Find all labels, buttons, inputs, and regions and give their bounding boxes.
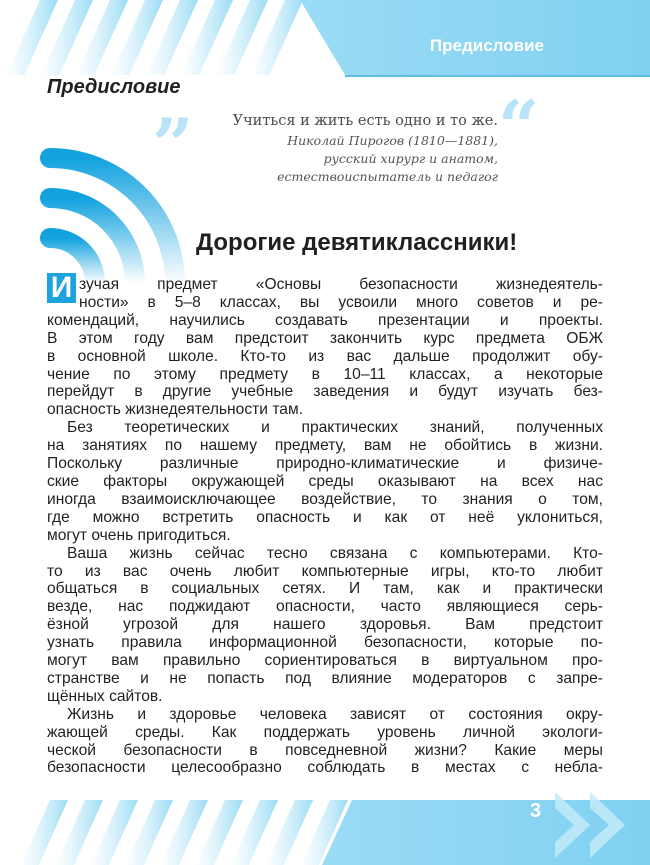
closing-quote-mark: ” xyxy=(152,102,194,187)
header-band xyxy=(6,0,650,76)
text-line: Поскольку различные природно-климатические и физиче- xyxy=(47,455,603,473)
text-line: могут очень пригодиться. xyxy=(47,526,231,544)
text-line: зучая предмет «Основы безопасности жизнедеятель- xyxy=(79,276,603,293)
text-line: узнать правила информационной безопасности, которые по- xyxy=(47,634,603,652)
text-line: то из вас очень любит компьютерные игры, кто-то любит xyxy=(47,562,603,580)
text-line: где можно встретить опасность и как от неё уклониться, xyxy=(47,508,603,526)
text-line: комендаций, научились создавать презентации и проекты. xyxy=(47,311,603,329)
text-line: опасность жизнедеятельности там. xyxy=(47,401,304,419)
text-line: жающей среды. Как поддержать уровень личной экологи- xyxy=(47,723,603,741)
text-line: на занятиях по нашему предмету, вам не обойтись в жизни. xyxy=(47,437,603,455)
text-line: везде, нас поджидают опасности, часто являющиеся серь- xyxy=(47,598,603,616)
text-line: безопасности целесообразно соблюдать в местах с небла- xyxy=(47,759,603,777)
text-line: ности» в 5–8 классах, вы усвоили много советов и ре- xyxy=(79,293,603,311)
epigraph-author-1: Николай Пирогов (1810—1881), xyxy=(287,133,498,148)
text-line: Жизнь и здоровье человека зависят от состояния окру- xyxy=(67,705,603,723)
text-line: странстве и не попасть под влияние модераторов с запре- xyxy=(47,669,603,687)
text-line: чение по этому предмету в 10–11 классах, а некоторые xyxy=(47,365,603,383)
section-title: Предисловие xyxy=(47,76,181,98)
text-line: общаться в социальных сетях. И там, как и практически xyxy=(47,580,603,598)
text-line: в основной школе. Кто-то из вас дальше продолжит обу- xyxy=(47,347,603,365)
page-number: 3 xyxy=(530,800,542,822)
text-line: иногда взаимоисключающее воздействие, то знания о том, xyxy=(47,490,603,508)
epigraph-quote: Учиться и жить есть одно и то же. xyxy=(232,113,498,129)
text-line: В этом году вам предстоит закончить курс предмета ОБЖ xyxy=(47,329,603,347)
body-text xyxy=(47,271,603,777)
footer-band xyxy=(21,792,650,865)
text-line: Ваша жизнь сейчас тесно связана с компьютерами. Кто- xyxy=(67,544,603,562)
text-line: ёзной угрозой для нашего здоровья. Вам предстоит xyxy=(47,616,603,634)
text-line: могут вам правильно сориентироваться в виртуальном про- xyxy=(47,652,603,670)
running-header-title: Предисловие xyxy=(429,36,544,55)
text-line: Без теоретических и практических знаний, полученных xyxy=(67,419,603,437)
page-heading: Дорогие девятиклассники! xyxy=(196,229,518,256)
opening-quote-mark: “ xyxy=(498,84,540,169)
text-line: перейдут в другие учебные заведения и будут изучать без- xyxy=(47,383,603,401)
text-line: ческой безопасности в повседневной жизни? Какие меры xyxy=(47,741,603,759)
epigraph-author-2: русский хирург и анатом, xyxy=(323,151,498,166)
epigraph-author-3: естествоиспытатель и педагог xyxy=(277,169,498,184)
drop-cap: И xyxy=(47,273,76,303)
text-line: щённых сайтов. xyxy=(47,687,163,705)
text-line: ские факторы окружающей среды оказывают на всех нас xyxy=(47,472,603,490)
epigraph xyxy=(233,113,498,186)
